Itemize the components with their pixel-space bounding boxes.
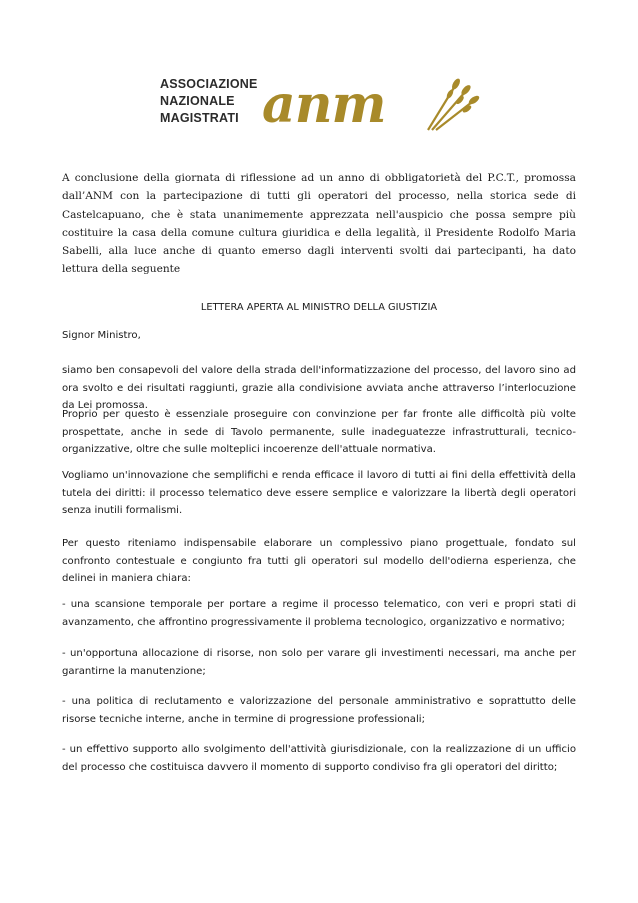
list-item-1: - una scansione temporale per portare a regime il processo telematico, con veri e propri stati di avanzamento, che affrontino progressivamente il problema tecnologico, organizzativo e normativo; — [62, 599, 576, 628]
paragraph-1: siamo ben consapevoli del valore della strada dell'informatizzazione del processo, del lavoro sino ad ora svolto e dei risultati raggiunti, grazie alla condivisione avviata anche attraverso l’interlocuzione da Lei promossa. — [62, 365, 576, 411]
logo-text — [160, 76, 258, 127]
anm-wordmark-icon — [260, 72, 490, 138]
paragraph-3: Vogliamo un'innovazione che semplifichi e renda efficace il lavoro di tutti ai fini della effettività della tutela dei diritti: il processo telematico deve essere semplice e valorizzare la libertà degli operatori senza inutili formalismi. — [62, 470, 576, 516]
list-item-4: - un effettivo supporto allo svolgimento dell'attività giurisdizionale, con la realizzazione di un ufficio del processo che costituisca davvero il momento di supporto condiviso fra gli operatori del diritto; — [62, 744, 576, 773]
logo-line-1: ASSOCIAZIONE — [160, 77, 258, 91]
logo-line-3: MAGISTRATI — [160, 111, 239, 125]
letter-title: LETTERA APERTA AL MINISTRO DELLA GIUSTIZIA — [200, 302, 438, 313]
paragraph-2: Proprio per questo è essenziale proseguire con convinzione per far fronte alle difficoltà più volte prospettate, anche in sede di Tavolo permanente, sulle inadeguatezze infrastrutturali, tecnico-organizzative, oltre che sulle molteplici incoerenze dell'attuale normativa. — [62, 409, 576, 455]
salutation: Signor Ministro, — [62, 330, 141, 341]
intro-paragraph: A conclusione della giornata di riflessione ad un anno di obbligatorietà del P.C.T., promossa dall’ANM con la partecipazione di tutti gli operatori del processo, nella storica sede di Castelcapuano, che è stata unanimemente apprezzata nell'auspicio che possa sempre più costituire la casa della comune cultura giuridica e della legalità, il Presidente Rodolfo Maria Sabelli, alla luce anche di quanto emerso dagli interventi svolti dai partecipanti, ha dato lettura della seguente — [62, 172, 576, 276]
list-item-2: - un'opportuna allocazione di risorse, non solo per varare gli investimenti necessari, ma anche per garantirne la manutenzione; — [62, 648, 576, 677]
paragraph-4: Per questo riteniamo indispensabile elaborare un complessivo piano progettuale, fondato sul confronto contestuale e congiunto fra tutti gli operatori sul modello dell'odierna esperienza, che delinei in maniera chiara: — [62, 538, 576, 584]
list-item-3: - una politica di reclutamento e valorizzazione del personale amministrativo e soprattutto delle risorse tecniche interne, anche in termine di progressione professionali; — [62, 696, 576, 725]
svg-text:anm: anm — [262, 74, 386, 135]
logo-line-2: NAZIONALE — [160, 94, 235, 108]
wheat-sheaf-icon — [428, 77, 481, 130]
anm-logo — [160, 72, 490, 138]
